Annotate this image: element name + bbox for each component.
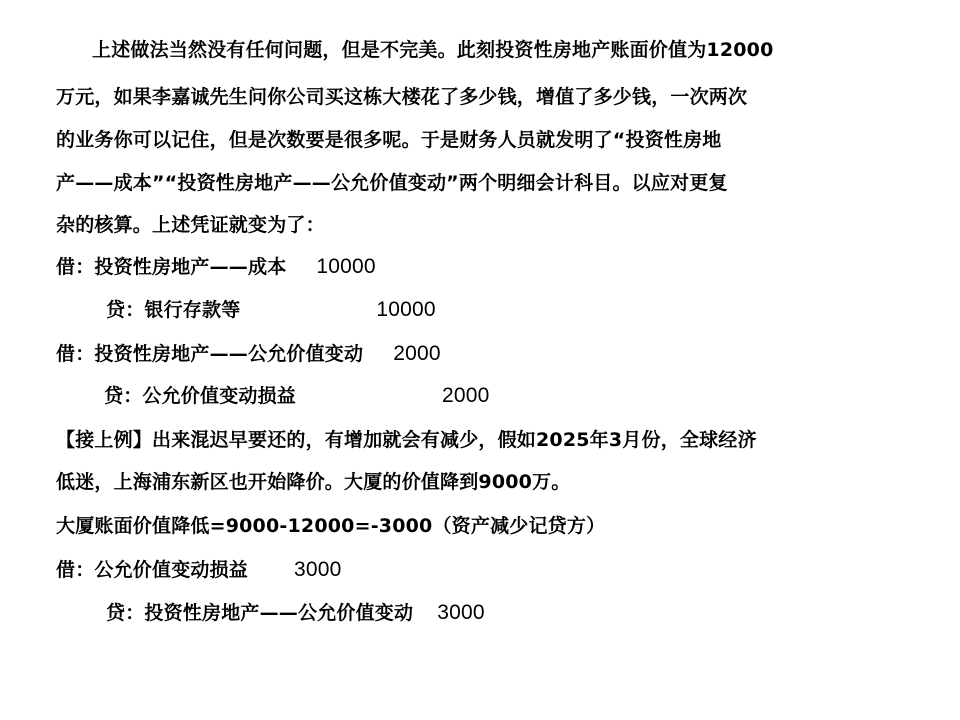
entry1-credit [106,297,436,323]
entry1-credit-label: 贷：银行存款等 [106,299,241,321]
entry1-debit [56,254,376,280]
entry2-debit-label: 借：投资性房地产——公允价值变动 [56,343,364,365]
paragraph1-line5: 杂的核算。上述凭证就变为了： [56,214,325,236]
entry3-debit [56,557,342,583]
paragraph1-line3: 的业务你可以记住，但是次数要是很多呢。于是财务人员就发明了“投资性房地 [56,129,722,151]
entry2-credit-amount: 2000 [442,384,490,407]
entry3-credit-label: 贷：投资性房地产——公允价值变动 [106,602,414,624]
paragraph1-line2: 万元，如果李嘉诚先生问你公司买这栋大楼花了多少钱，增值了多少钱，一次两次 [56,86,748,108]
entry1-debit-label: 借：投资性房地产——成本 [56,256,287,278]
entry3-debit-amount: 3000 [294,558,342,581]
entry1-credit-amount: 10000 [376,298,436,321]
entry3-debit-label: 借：公允价值变动损益 [56,559,249,581]
entry2-credit-label: 贷：公允价值变动损益 [104,385,297,407]
paragraph1-line4: 产——成本”“投资性房地产——公允价值变动”两个明细会计科目。以应对更复 [56,172,728,194]
entry2-debit-amount: 2000 [393,342,441,365]
entry2-credit [104,383,490,409]
paragraph2-line2: 低迷，上海浦东新区也开始降价。大厦的价值降到9000万。 [56,471,571,493]
entry3-credit [106,600,485,626]
entry3-credit-amount: 3000 [437,601,485,624]
paragraph2-line3: 大厦账面价值降低=9000-12000=-3000（资产减少记贷方） [56,515,606,537]
paragraph1-line1: 上述做法当然没有任何问题，但是不完美。此刻投资性房地产账面价值为12000 [92,39,774,61]
entry2-debit [56,341,441,367]
paragraph2-line1: 【接上例】出来混迟早要还的，有增加就会有减少，假如2025年3月份，全球经济 [56,429,757,451]
entry1-debit-amount: 10000 [316,255,376,278]
